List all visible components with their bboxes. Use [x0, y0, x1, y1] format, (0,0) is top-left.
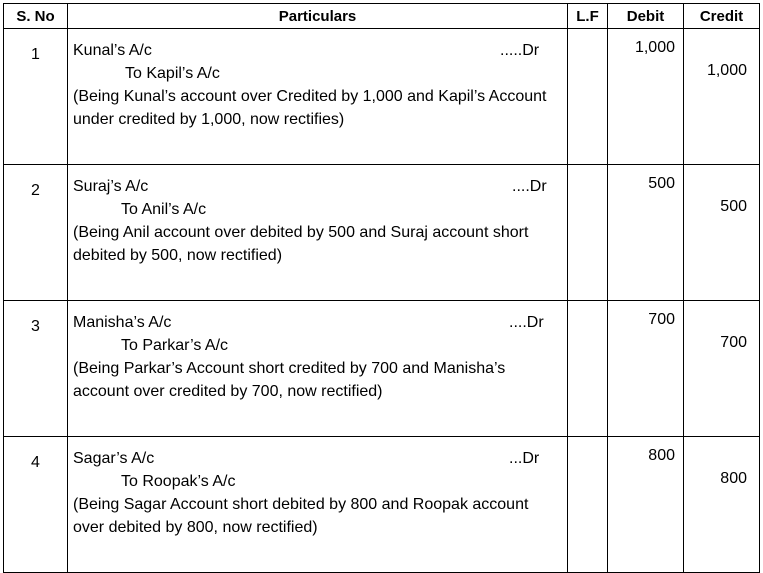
entry-credit: 500	[684, 165, 760, 301]
entry-particulars	[68, 29, 568, 165]
entry-sno: 1	[4, 29, 68, 165]
credit-account: To Anil’s A/c	[121, 201, 207, 218]
dr-marker: ....Dr	[512, 178, 547, 195]
table-row	[4, 165, 760, 301]
credit-account: To Roopak’s A/c	[121, 473, 236, 490]
entry-credit: 700	[684, 301, 760, 437]
entry-lf	[568, 437, 608, 573]
entry-credit: 800	[684, 437, 760, 573]
entry-debit: 800	[608, 437, 684, 573]
entry-particulars	[68, 301, 568, 437]
entry-lf	[568, 301, 608, 437]
entry-lf	[568, 29, 608, 165]
entry-credit: 1,000	[684, 29, 760, 165]
entry-sno: 4	[4, 437, 68, 573]
entry-debit: 700	[608, 301, 684, 437]
header-credit: Credit	[684, 4, 760, 29]
header-particulars: Particulars	[68, 4, 568, 29]
narration: (Being Parkar’s Account short credited by 700 and Manisha’s account over credited by 700, now rectified)	[73, 360, 506, 400]
dr-marker: ...Dr	[509, 450, 540, 467]
entry-debit: 500	[608, 165, 684, 301]
entry-lf	[568, 165, 608, 301]
table-row	[4, 301, 760, 437]
dr-marker: ....Dr	[509, 314, 544, 331]
header-debit: Debit	[608, 4, 684, 29]
entry-particulars	[68, 437, 568, 573]
journal-entries-table	[3, 3, 760, 573]
credit-account: To Kapil’s A/c	[125, 65, 220, 82]
debit-account: Kunal’s A/c	[73, 42, 152, 59]
header-sno: S. No	[4, 4, 68, 29]
entry-sno: 2	[4, 165, 68, 301]
narration: (Being Kunal’s account over Credited by 1,000 and Kapil’s Account under credited by 1,000, now rectifies)	[73, 88, 547, 128]
entry-sno: 3	[4, 301, 68, 437]
debit-account: Sagar’s A/c	[73, 450, 155, 467]
debit-account: Manisha’s A/c	[73, 314, 172, 331]
header-row	[4, 4, 760, 29]
narration: (Being Anil account over debited by 500 and Suraj account short debited by 500, now rectified)	[73, 224, 529, 264]
entry-particulars	[68, 165, 568, 301]
debit-account: Suraj’s A/c	[73, 178, 149, 195]
header-lf: L.F	[568, 4, 608, 29]
table-row	[4, 29, 760, 165]
dr-marker: .....Dr	[500, 42, 540, 59]
entry-debit: 1,000	[608, 29, 684, 165]
credit-account: To Parkar’s A/c	[121, 337, 229, 354]
table-row	[4, 437, 760, 573]
narration: (Being Sagar Account short debited by 800 and Roopak account over debited by 800, now rectified)	[73, 496, 529, 536]
